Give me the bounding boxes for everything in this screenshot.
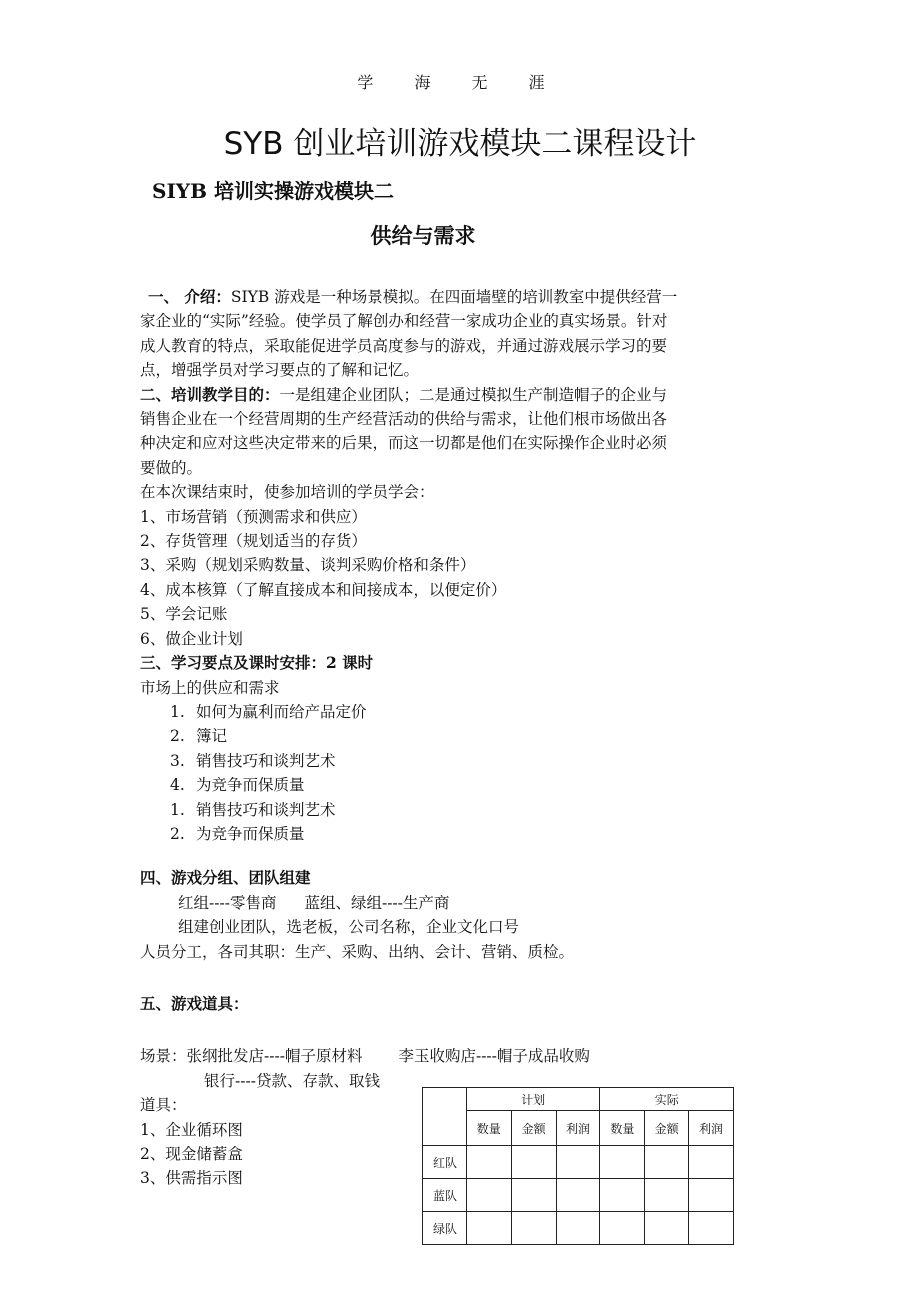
table-row — [423, 1179, 734, 1212]
table-row — [423, 1212, 734, 1245]
spacer — [140, 846, 785, 866]
groups-division: 人员分工，各司其职：生产、采购、出纳、会计、营销、质检。 — [140, 942, 575, 961]
table-cell — [689, 1212, 734, 1245]
point-num: 2. — [170, 727, 185, 746]
spacer — [140, 964, 785, 992]
point-item — [140, 798, 785, 822]
intro-heading: 一、 介绍： — [148, 287, 231, 306]
intro-line: 成人教育的特点，采取能促进学员高度参与的游戏，并通过游戏展示学习的要 — [140, 336, 668, 355]
table-cell — [511, 1179, 556, 1212]
intro-line-1 — [140, 285, 785, 309]
point-text: 销售技巧和谈判艺术 — [196, 800, 336, 819]
table-column-header: 数量 — [466, 1111, 511, 1146]
table-row — [423, 1146, 734, 1179]
table-cell — [600, 1146, 645, 1179]
table-row-label: 蓝队 — [423, 1179, 467, 1212]
table-cell — [645, 1179, 689, 1212]
table-column-header: 金额 — [645, 1111, 689, 1146]
groups-heading: 四、游戏分组、团队组建 — [140, 868, 311, 888]
groups-roles — [140, 891, 785, 915]
points-intro: 市场上的供应和需求 — [140, 678, 280, 697]
props-bank: 银行----贷款、存款、取钱 — [204, 1071, 380, 1090]
goal-item: 5、学会记账 — [140, 605, 228, 624]
table-column-header: 利润 — [556, 1111, 600, 1146]
table-cell — [645, 1146, 689, 1179]
table-group-header: 实际 — [600, 1088, 734, 1111]
goal-item: 6、做企业计划 — [140, 629, 243, 648]
points-heading: 三、学习要点及课时安排：2 课时 — [140, 653, 374, 673]
table-column-header: 数量 — [600, 1111, 645, 1146]
table-cell — [689, 1179, 734, 1212]
tool-item: 3、供需指示图 — [140, 1169, 243, 1188]
props-scene — [140, 1044, 785, 1068]
table-column-header: 金额 — [511, 1111, 556, 1146]
props-heading: 五、游戏道具： — [140, 993, 249, 1013]
table-cell — [466, 1212, 511, 1245]
table-cell — [645, 1212, 689, 1245]
table-row-label: 绿队 — [423, 1212, 467, 1245]
document-body — [140, 285, 785, 1191]
goal-item: 1、市场营销（预测需求和供应） — [140, 507, 367, 526]
point-item — [140, 724, 785, 748]
goals-line-1 — [140, 383, 785, 407]
goal-item: 3、采购（规划采购数量、谈判采购价格和条件） — [140, 556, 476, 575]
spacer — [140, 1016, 785, 1044]
table-cell — [466, 1179, 511, 1212]
table-corner-cell — [423, 1088, 467, 1146]
goals-heading: 二、培训教学目的： — [140, 384, 280, 404]
subtitle: SIYB 培训实操游戏模块二 — [152, 179, 394, 203]
point-item — [140, 773, 785, 797]
table-cell — [600, 1212, 645, 1245]
table-column-header: 利润 — [689, 1111, 734, 1146]
table-cell — [556, 1212, 600, 1245]
table-cell — [511, 1212, 556, 1245]
point-text: 销售技巧和谈判艺术 — [196, 751, 336, 770]
scene-wholesale: 场景：张纲批发店----帽子原材料 — [140, 1047, 363, 1066]
intro-line: 家企业的“实际”经验。使学员了解创办和经营一家成功企业的真实场景。针对 — [140, 312, 668, 331]
table-cell — [556, 1146, 600, 1179]
point-text: 如何为赢利而给产品定价 — [196, 702, 367, 721]
table-subheader-row — [423, 1111, 734, 1146]
header-mark: 学 海 无 涯 — [357, 73, 563, 92]
point-num: 2. — [170, 824, 185, 843]
intro-line: 点，增强学员对学习要点的了解和记忆。 — [140, 361, 420, 380]
red-group-role: 红组----零售商 — [178, 893, 277, 912]
table-cell — [466, 1146, 511, 1179]
table-header-row — [423, 1088, 734, 1111]
goals-text: 一是组建企业团队；二是通过模拟生产制造帽子的企业与 — [279, 385, 668, 404]
point-text: 簿记 — [196, 727, 228, 746]
props-tools-label: 道具： — [140, 1096, 187, 1115]
goals-line: 种决定和应对这些决定带来的后果，而这一切都是他们在实际操作企业时必须 — [140, 434, 668, 453]
point-num: 3. — [170, 751, 185, 770]
scene-purchase: 李玉收购店----帽子成品收购 — [398, 1047, 590, 1066]
goal-item: 4、成本核算（了解直接成本和间接成本，以便定价） — [140, 580, 507, 599]
groups-team-setup: 组建创业团队，选老板，公司名称，企业文化口号 — [178, 918, 520, 937]
blue-green-group-role: 蓝组、绿组----生产商 — [304, 893, 450, 912]
point-text: 为竞争而保质量 — [196, 824, 305, 843]
point-item — [140, 700, 785, 724]
goal-item: 2、存货管理（规划适当的存货） — [140, 532, 367, 551]
point-num: 1. — [170, 800, 185, 819]
plan-vs-actual-table — [422, 1087, 734, 1245]
point-item — [140, 822, 785, 846]
table-group-header: 计划 — [466, 1088, 600, 1111]
table-row-label: 红队 — [423, 1146, 467, 1179]
topic-title: 供给与需求 — [370, 223, 476, 248]
point-num: 1. — [170, 702, 185, 721]
table-cell — [600, 1179, 645, 1212]
tool-item: 2、现金储蓄盒 — [140, 1145, 243, 1163]
intro-text: SIYB 游戏是一种场景模拟。在四面墙壁的培训教室中提供经营一 — [230, 288, 678, 306]
point-text: 为竞争而保质量 — [196, 776, 305, 795]
table-cell — [689, 1146, 734, 1179]
table-cell — [556, 1179, 600, 1212]
goals-line: 要做的。 — [140, 458, 203, 477]
table-cell — [511, 1146, 556, 1179]
goals-line: 销售企业在一个经营周期的生产经营活动的供给与需求，让他们根市场做出各 — [140, 410, 668, 429]
point-item — [140, 749, 785, 773]
page-title: SYB 创业培训游戏模块二课程设计 — [223, 126, 697, 162]
point-num: 4. — [170, 776, 185, 795]
goals-line: 在本次课结束时，使参加培训的学员学会： — [140, 483, 435, 502]
tool-item: 1、企业循环图 — [140, 1120, 243, 1139]
